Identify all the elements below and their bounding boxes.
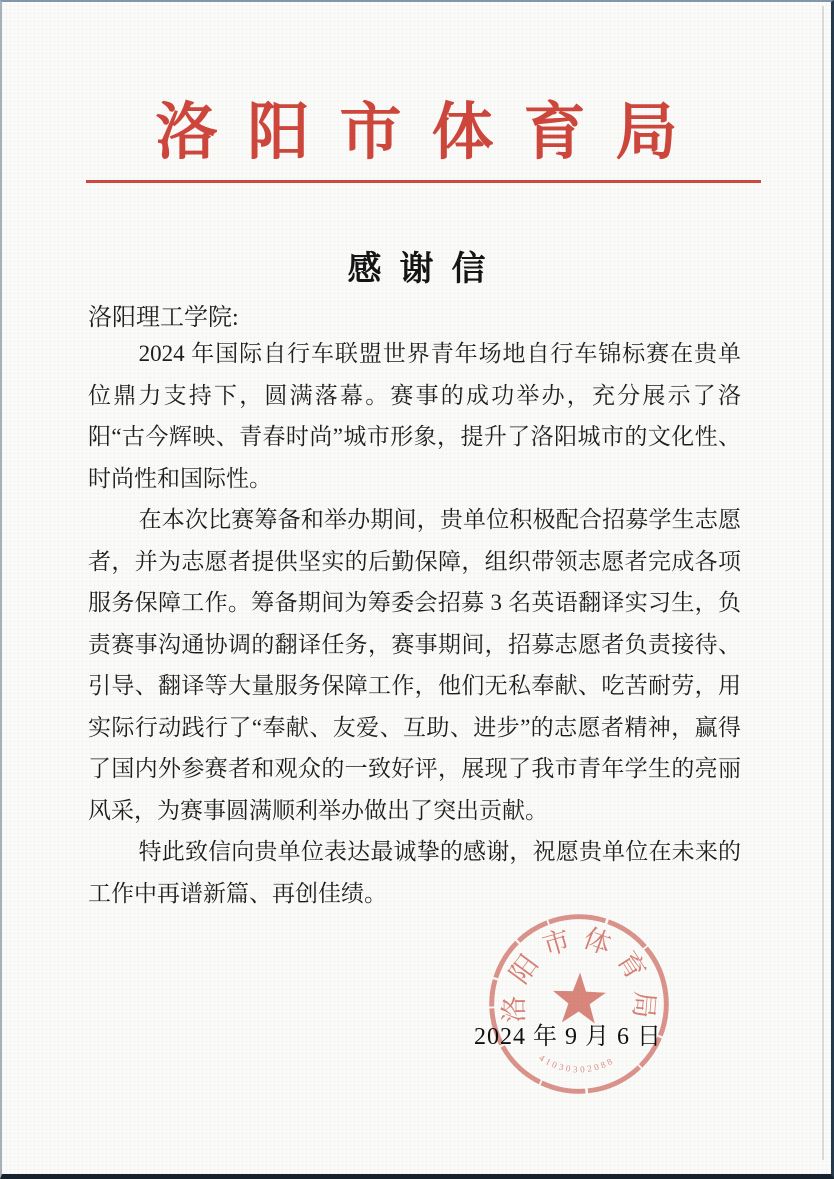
paragraph-2: 在本次比赛筹备和举办期间，贵单位积极配合招募学生志愿者，并为志愿者提供坚实的后勤保障，组织带领志愿者完成各项服务保障工作。筹备期间为筹委会招募 3 名英语翻译实习生，负责赛事沟通协调的翻译任务，赛事期间，招募志愿者负责接待、引导、翻译等大量服务保障工作，他们无私奉献、吃苦耐劳，用实际行动践行了“奉献、友爱、互助、进步”的志愿者精神，赢得了国内外参赛者和观众的一致好评，展现了我市青年学生的亮丽风采，为赛事圆满顺利举办做出了突出贡献。 [88, 507, 741, 823]
scan-page-edge [822, 6, 824, 1160]
paragraph-3: 特此致信向贵单位表达最诚挚的感谢，祝愿贵单位在未来的工作中再谱新篇、再创佳绩。 [88, 839, 741, 906]
seal-star-icon [552, 972, 607, 1024]
salutation: 洛阳理工学院: [88, 305, 239, 331]
letter-title: 感谢信 [347, 251, 504, 288]
official-seal-stamp [486, 911, 672, 1097]
letter-date: 2024 年 9 月 6 日 [474, 1024, 662, 1050]
paragraph-1: 2024 年国际自行车联盟世界青年场地自行车锦标赛在贵单位鼎力支持下，圆满落幕。赛事的成功举办，充分展示了洛阳“古今辉映、青春时尚”城市形象，提升了洛阳城市的文化性、时尚性和国际性。 [88, 341, 741, 491]
seal-arc-text: 洛阳市体育局 [498, 922, 661, 1029]
seal-serial-number: 41030302088 [537, 1052, 617, 1075]
letterhead-divider [86, 180, 761, 183]
letterhead-org-name: 洛阳市体育局 [155, 99, 708, 167]
